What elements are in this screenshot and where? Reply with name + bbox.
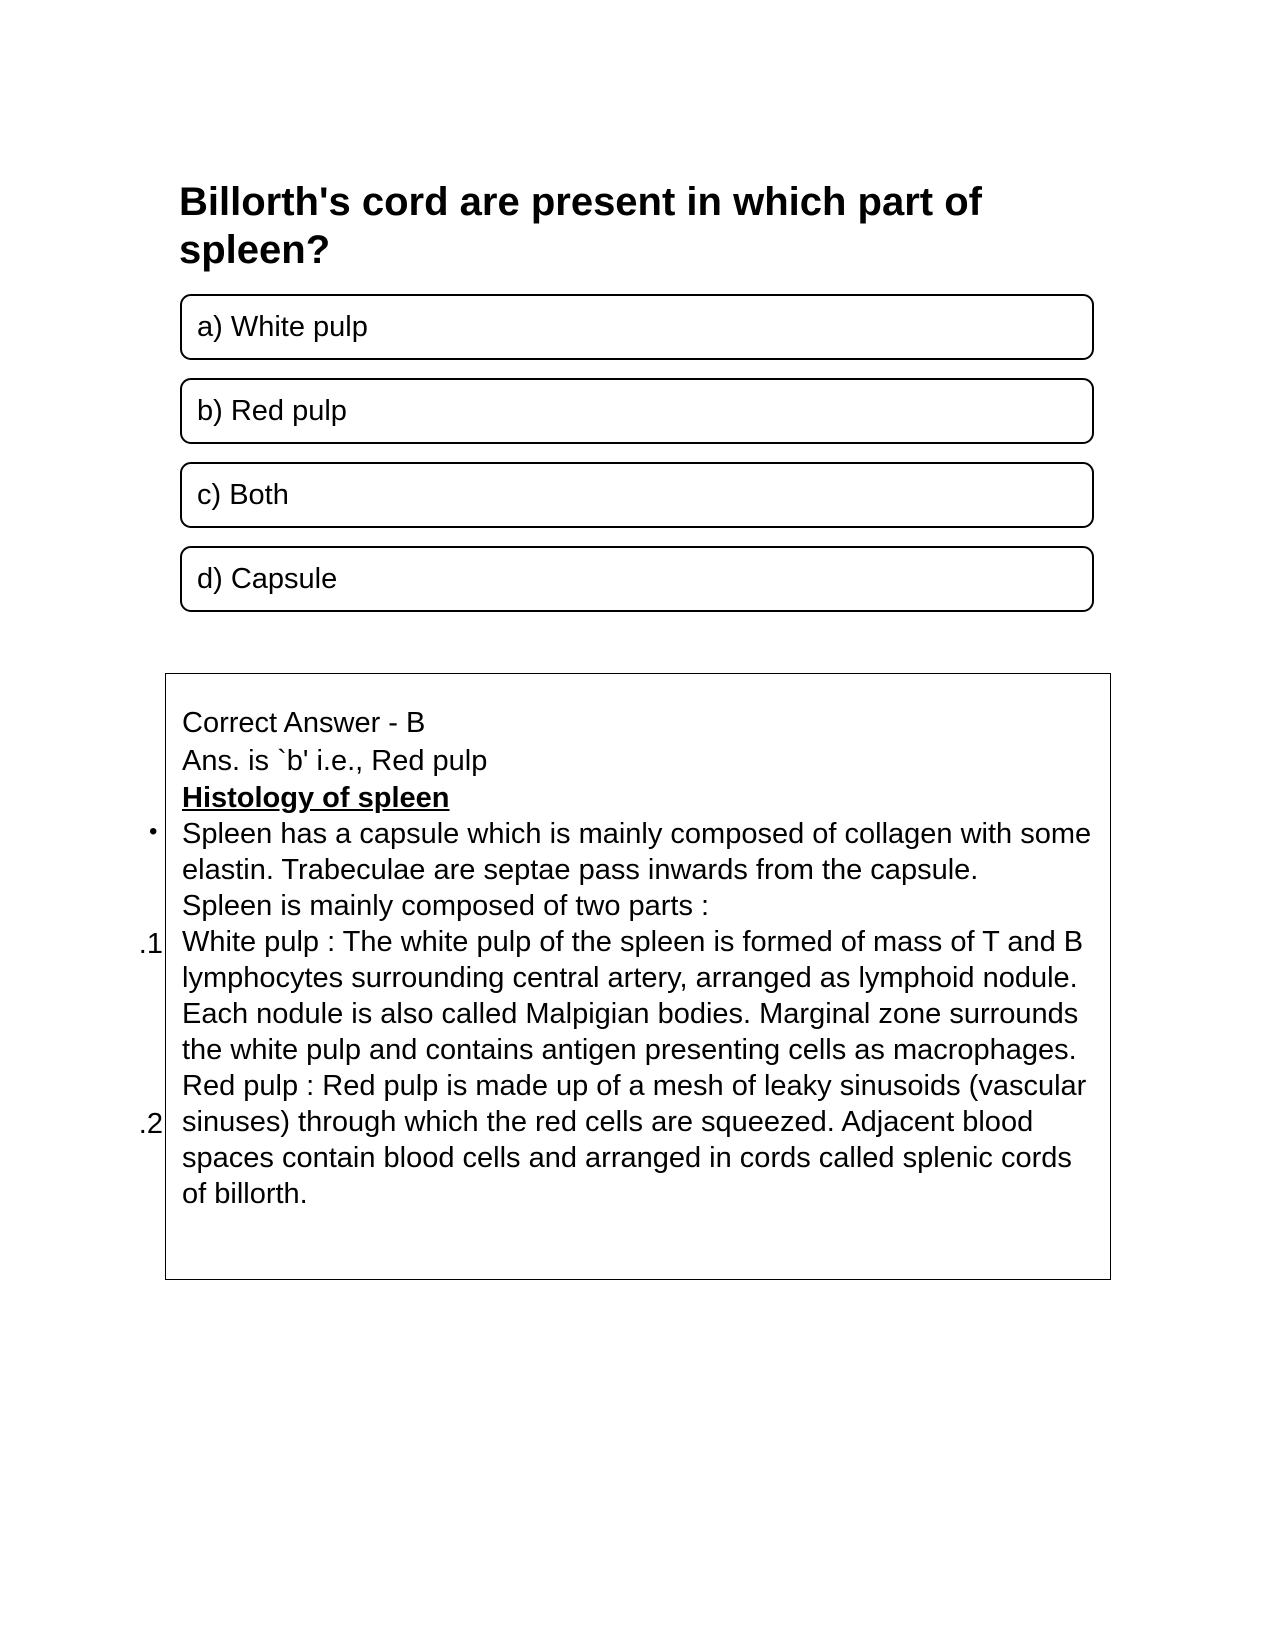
correct-answer-label: Correct Answer - B bbox=[182, 707, 426, 739]
list-marker-2: 2. bbox=[138, 1108, 163, 1140]
intro-paragraph: Spleen is mainly composed of two parts : bbox=[182, 890, 710, 922]
answer-line: Ans. is `b' i.e., Red pulp bbox=[182, 745, 488, 777]
option-d[interactable]: d) Capsule bbox=[180, 546, 1094, 612]
list-item-white-pulp: White pulp : The white pulp of the spleen is formed of mass of T and B lymphocytes surrounding central artery, arranged as lymphoid nodule. Each nodule is also called Malpigian bodies. Marginal zone surrounds the white pulp and contains antigen presenting cells as macrophages. bbox=[182, 926, 1084, 1066]
option-b[interactable]: b) Red pulp bbox=[180, 378, 1094, 444]
option-a[interactable]: a) White pulp bbox=[180, 294, 1094, 360]
section-heading: Histology of spleen bbox=[182, 782, 450, 814]
bullet-paragraph: Spleen has a capsule which is mainly composed of collagen with some elastin. Trabeculae are septae pass inwards from the capsule. bbox=[182, 818, 1092, 886]
question-title: Billorth's cord are present in which part of spleen? bbox=[179, 180, 982, 272]
option-c[interactable]: c) Both bbox=[180, 462, 1094, 528]
answer-explanation bbox=[182, 704, 1097, 1212]
list-marker-1: 1. bbox=[138, 928, 163, 960]
list-item-red-pulp: Red pulp : Red pulp is made up of a mesh of leaky sinusoids (vascular sinuses) through which the red cells are squeezed. Adjacent blood spaces contain blood cells and arranged in cords called splenic cords of billorth. bbox=[182, 1070, 1087, 1210]
bullet-marker: • bbox=[149, 818, 158, 845]
